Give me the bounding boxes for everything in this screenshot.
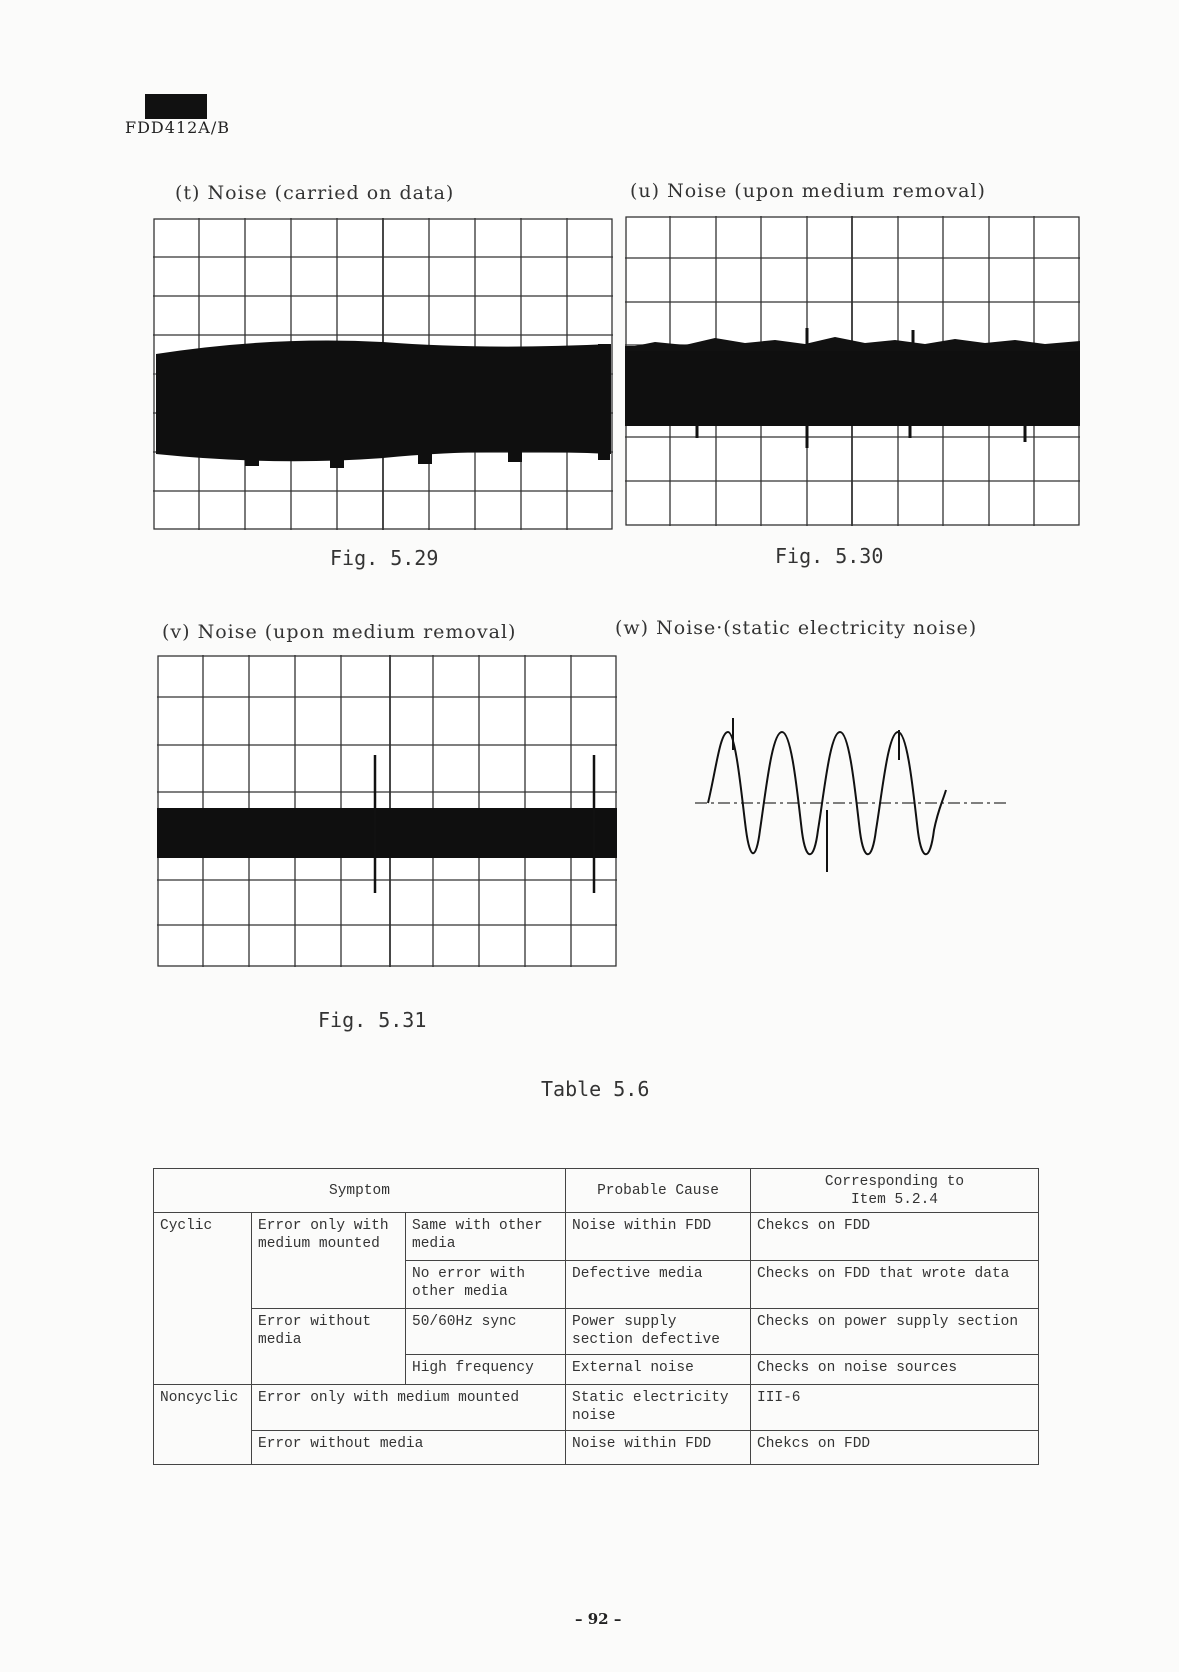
error-without-media-cell: Error without media bbox=[252, 1309, 406, 1385]
table-header-row bbox=[154, 1169, 1039, 1213]
same-other-media-cell: Same with other media bbox=[406, 1213, 566, 1261]
item-ref-cell: III-6 bbox=[751, 1385, 1039, 1431]
table-row bbox=[154, 1385, 1039, 1431]
defective-media-cell: Defective media bbox=[566, 1261, 751, 1309]
fig-label-5-29: Fig. 5.29 bbox=[330, 546, 439, 570]
error-medium-noncyclic-cell: Error only with medium mounted bbox=[252, 1385, 566, 1431]
table-row bbox=[154, 1431, 1039, 1465]
caption-u: (u) Noise (upon medium removal) bbox=[630, 180, 986, 202]
fig-label-5-30: Fig. 5.30 bbox=[775, 544, 884, 568]
error-without-noncyclic-cell: Error without media bbox=[252, 1431, 566, 1465]
troubleshooting-table bbox=[153, 1168, 1039, 1465]
scope-display-u bbox=[625, 216, 1080, 526]
caption-v: (v) Noise (upon medium removal) bbox=[162, 621, 517, 643]
header-corresponding-item: Corresponding to Item 5.2.4 bbox=[751, 1169, 1039, 1213]
header-black-block bbox=[145, 94, 207, 119]
fig-label-5-31: Fig. 5.31 bbox=[318, 1008, 427, 1032]
no-error-other-media-cell: No error with other media bbox=[406, 1261, 566, 1309]
scope-display-t bbox=[153, 218, 613, 530]
page-number: – 92 – bbox=[575, 1610, 622, 1628]
table-title: Table 5.6 bbox=[541, 1077, 650, 1101]
header-symptom: Symptom bbox=[154, 1169, 566, 1213]
high-frequency-cell: High frequency bbox=[406, 1355, 566, 1385]
header-probable-cause: Probable Cause bbox=[566, 1169, 751, 1213]
cyclic-cell: Cyclic bbox=[154, 1213, 252, 1385]
model-label: FDD412A/B bbox=[125, 118, 230, 137]
static-noise-cell: Static electricity noise bbox=[566, 1385, 751, 1431]
checks-noise-cell: Checks on noise sources bbox=[751, 1355, 1039, 1385]
sync-cell: 50/60Hz sync bbox=[406, 1309, 566, 1355]
checks-on-fdd-cell: Chekcs on FDD bbox=[751, 1213, 1039, 1261]
caption-t: (t) Noise (carried on data) bbox=[175, 182, 455, 204]
noncyclic-cell: Noncyclic bbox=[154, 1385, 252, 1465]
power-defective-cell: Power supply section defective bbox=[566, 1309, 751, 1355]
checks-on-fdd-cell-2: Chekcs on FDD bbox=[751, 1431, 1039, 1465]
table-row bbox=[154, 1213, 1039, 1261]
noise-within-fdd-cell-2: Noise within FDD bbox=[566, 1431, 751, 1465]
table-row bbox=[154, 1309, 1039, 1355]
checks-power-cell: Checks on power supply section bbox=[751, 1309, 1039, 1355]
error-with-medium-cell: Error only with medium mounted bbox=[252, 1213, 406, 1309]
caption-w: (w) Noise·(static electricity noise) bbox=[615, 617, 978, 639]
external-noise-cell: External noise bbox=[566, 1355, 751, 1385]
waveform-static-noise bbox=[690, 710, 1010, 880]
checks-fdd-wrote-cell: Checks on FDD that wrote data bbox=[751, 1261, 1039, 1309]
noise-within-fdd-cell: Noise within FDD bbox=[566, 1213, 751, 1261]
scope-display-v bbox=[157, 655, 617, 967]
